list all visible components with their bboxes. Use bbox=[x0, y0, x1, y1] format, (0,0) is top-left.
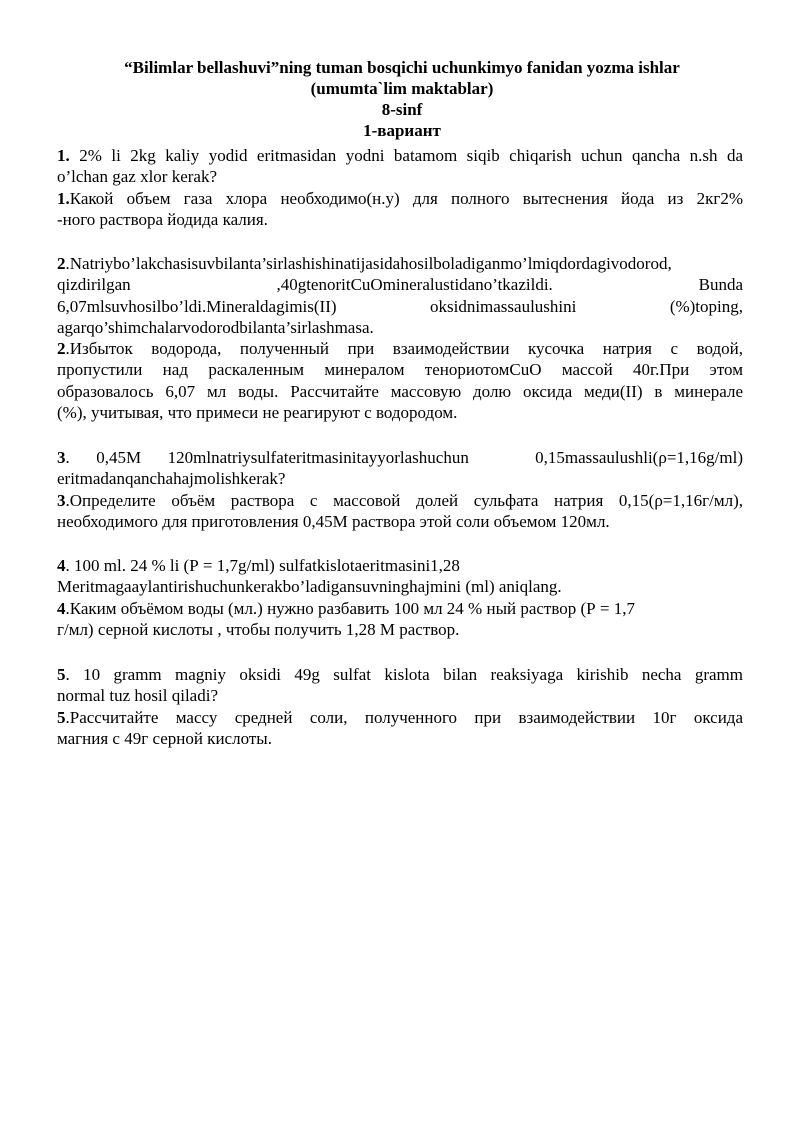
question-2-ru-line-3: образовалось 6,07 мл воды. Рассчитайте массовую долю оксида меди(II) в минерале bbox=[57, 381, 743, 401]
question-2-ru-line-2: пропустили над раскаленным минералом тенориотомCuO массой 40г.При этом bbox=[57, 360, 743, 380]
question-2 bbox=[57, 253, 743, 423]
question-1-uz-line-2: o’lchan gaz xlor kerak? bbox=[57, 167, 217, 187]
question-4-ru-line-1: 4.Каким объёмом воды (мл.) нужно разбавить 100 мл 24 % ный раствор (Ρ = 1,7 bbox=[57, 598, 635, 618]
question-1-ru-line-1: 1.Какой объем газа хлора необходимо(н.у) для полного вытеснения йода из 2кг2% bbox=[57, 188, 743, 208]
question-1-ru-line-2: -ного раствора йодида калия. bbox=[57, 209, 268, 229]
question-3-ru-line-2: необходимого для приготовления 0,45М раствора этой соли объемом 120мл. bbox=[57, 511, 610, 531]
variant-label: 1-вариант bbox=[363, 121, 441, 140]
question-1-uz-line-1: 1. 2% li 2kg kaliy yodid eritmasidan yodni batamom siqib chiqarish uchun qancha n.sh da bbox=[57, 146, 743, 165]
question-2-uz-line-1: 2.Natriybo’lakchasisuvbilanta’sirlashishinatijasidahosilboladiganmo’lmiqdordagivodorod, bbox=[57, 254, 672, 273]
question-4-uz-line-2: Meritmagaaylantirishuchunkerakbo’ladigansuvninghajmini (ml) aniqlang. bbox=[57, 577, 562, 597]
question-1 bbox=[57, 145, 743, 230]
question-2-ru-line-1: 2.Избыток водорода, полученный при взаимодействии кусочка натрия с водой, bbox=[57, 339, 743, 359]
question-4-uz-line-1: 4. 100 ml. 24 % li (Ρ = 1,7g/ml) sulfatkislotaeritmasini1,28 bbox=[57, 556, 460, 575]
question-5 bbox=[57, 664, 743, 749]
question-5-ru-line-1: 5.Рассчитайте массу средней соли, полученного при взаимодействии 10г оксида bbox=[57, 707, 743, 727]
question-3-uz-line-1: 3. 0,45M 120mlnatriysulfateritmasinitayyorlashuchun 0,15massaulushli(ρ=1,16g/ml) bbox=[57, 448, 743, 467]
document-subtitle: (umumta`lim maktablar) bbox=[310, 79, 494, 98]
question-3-uz-line-2: eritmadanqanchahajmolishkerak? bbox=[57, 469, 286, 489]
question-5-uz-line-1: 5. 10 gramm magniy oksidi 49g sulfat kislota bilan reaksiyaga kirishib necha gramm bbox=[57, 665, 743, 684]
question-4 bbox=[57, 555, 743, 640]
question-3-ru-line-1: 3.Определите объём раствора с массовой долей сульфата натрия 0,15(ρ=1,16г/мл), bbox=[57, 490, 743, 510]
document-header bbox=[60, 57, 744, 141]
document-title: “Bilimlar bellashuvi”ning tuman bosqichi uchunkimyo fanidan yozma ishlar bbox=[124, 58, 680, 77]
question-5-ru-line-2: магния с 49г серной кислоты. bbox=[57, 728, 272, 748]
question-2-uz-line-2: qizdirilgan ,40gtenoritCuOmineralustidano’tkazildi. Bunda bbox=[57, 275, 743, 295]
question-5-uz-line-2: normal tuz hosil qiladi? bbox=[57, 686, 218, 706]
question-4-ru-line-2: г/мл) серной кислоты , чтобы получить 1,28 М раствор. bbox=[57, 619, 460, 639]
grade-label: 8-sinf bbox=[381, 100, 423, 119]
question-3 bbox=[57, 447, 743, 532]
question-2-ru-line-4: (%), учитывая, что примеси не реагируют с водородом. bbox=[57, 403, 458, 423]
question-2-uz-line-3: 6,07mlsuvhosilbo’ldi.Mineraldagimis(II) oksidnimassaulushini (%)toping, bbox=[57, 296, 743, 316]
question-2-uz-line-4: agarqo’shimchalarvodorodbilanta’sirlashmasa. bbox=[57, 317, 374, 337]
